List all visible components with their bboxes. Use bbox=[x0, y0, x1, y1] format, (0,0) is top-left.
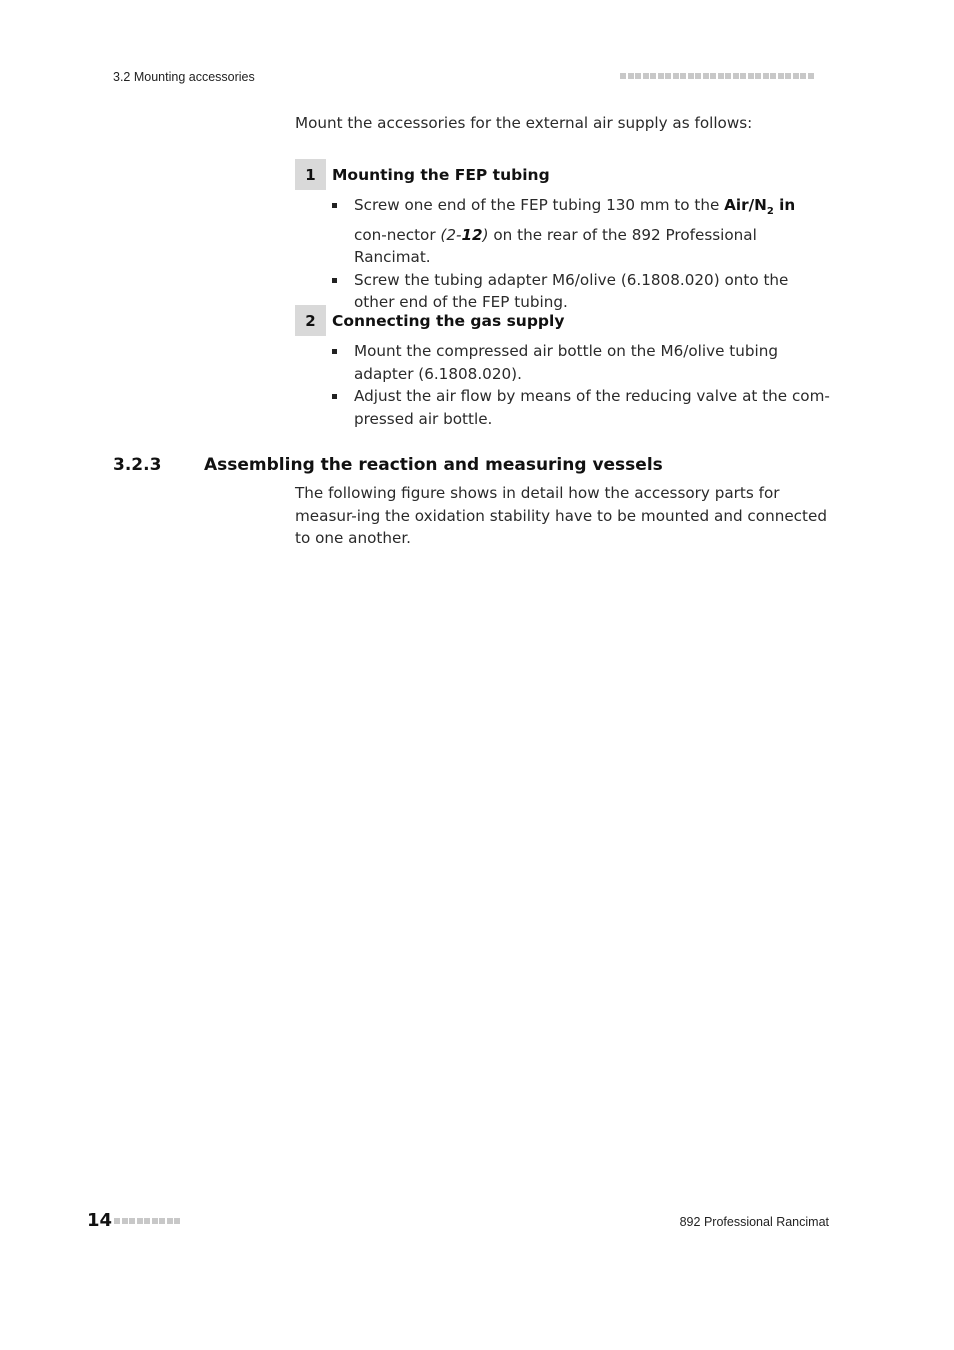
step-2 bbox=[295, 305, 830, 430]
section-paragraph: The following figure shows in detail how the accessory parts for measur-ing the oxidation stability have to be mounted and connected to one another. bbox=[295, 484, 827, 548]
bullet-square-icon bbox=[332, 203, 337, 208]
header-decorative-dots bbox=[620, 73, 814, 79]
step-bullets bbox=[295, 340, 830, 430]
section-number: 3.2.3 bbox=[113, 455, 162, 475]
bullet-square-icon bbox=[332, 349, 337, 354]
step-number-badge: 1 bbox=[295, 159, 326, 190]
figure-reference: (2-12) bbox=[440, 225, 489, 244]
step-1 bbox=[295, 159, 830, 314]
section-heading: Assembling the reaction and measuring vessels bbox=[204, 455, 663, 475]
running-footer-product: 892 Professional Rancimat bbox=[679, 1215, 829, 1229]
running-header-section: 3.2 Mounting accessories bbox=[113, 70, 255, 84]
intro-paragraph: Mount the accessories for the external air supply as follows: bbox=[295, 114, 753, 132]
page-number: 14 bbox=[87, 1210, 113, 1231]
list-item: Mount the compressed air bottle on the M6/olive tubing adapter (6.1808.020). bbox=[295, 340, 830, 385]
footer-decorative-dots bbox=[114, 1218, 180, 1224]
step-bullets bbox=[295, 194, 830, 314]
bullet-square-icon bbox=[332, 394, 337, 399]
bullet-square-icon bbox=[332, 278, 337, 283]
step-title: Connecting the gas supply bbox=[332, 311, 565, 330]
list-item: Screw the tubing adapter M6/olive (6.1808.020) onto the other end of the FEP tubing. bbox=[295, 269, 830, 314]
list-item: Screw one end of the FEP tubing 130 mm to the Air/$N_2$ in con-nector (2-12) on the rear of the 892 Professional Rancimat. bbox=[295, 194, 830, 269]
list-item: Adjust the air flow by means of the reducing valve at the com-pressed air bottle. bbox=[295, 385, 830, 430]
step-number-badge: 2 bbox=[295, 305, 326, 336]
step-title: Mounting the FEP tubing bbox=[332, 165, 550, 184]
